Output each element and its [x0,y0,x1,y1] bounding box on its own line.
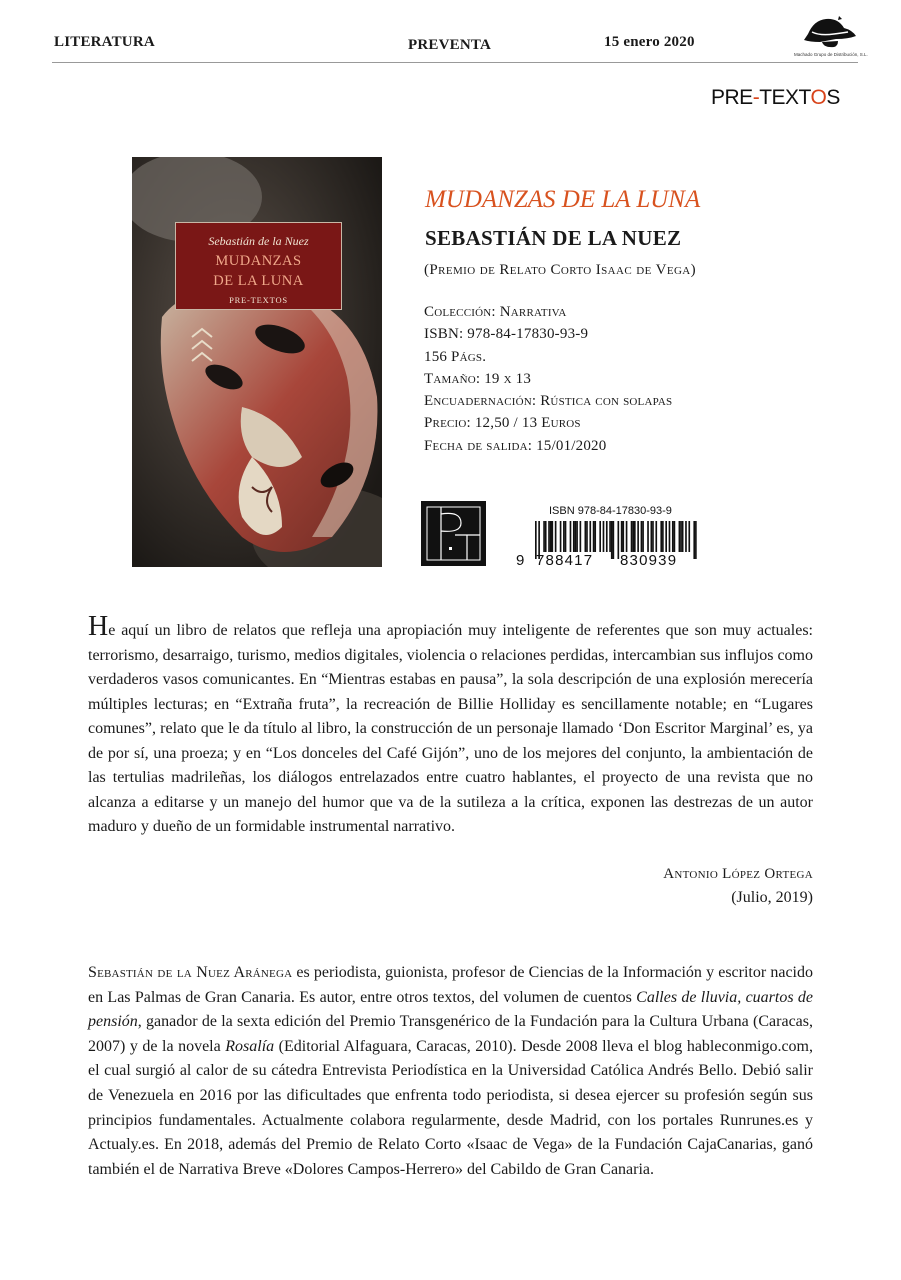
review-initial: H [88,611,109,642]
status-label: PREVENTA [408,37,491,53]
date-label: 15 enero 2020 [604,34,695,50]
book-author: SEBASTIÁN DE LA NUEZ [425,226,682,250]
meta-isbn: ISBN: 978-84-17830-93-9 [424,326,589,343]
meta-size: Tamaño: 19 x 13 [424,370,532,387]
cover-publisher: PRE-TEXTOS [229,295,288,305]
hat-icon [794,14,860,52]
meta-binding: Encuadernación: Rústica con solapas [424,393,673,410]
meta-price: Precio: 12,50 / 13 Euros [424,415,581,432]
mask-illustration [132,157,382,567]
author-bio [88,961,813,1182]
barcode-digits-right: 830939 [620,552,678,569]
bio-text: es periodista, guionista, profesor de Ciencias de la Información y escritor nacido en Las Palmas de Gran Canaria. Es autor, entre otros textos, del volumen de cuentos [88,964,814,1006]
publisher-logo [711,86,840,110]
cover-title-line: DE LA LUNA [213,273,304,289]
cover-author: Sebastián de la Nuez [208,234,309,248]
header-divider [52,62,858,63]
category-label: LITERATURA [54,34,155,50]
distributor-logo [794,14,868,60]
distributor-logo-text: Machado Grupo de Distribución, S.L. [794,52,868,57]
review-text [88,611,813,840]
cover-title-line: MUDANZAS [215,253,302,269]
bio-text: , ganador de la sexta edición del Premio Transgenérico de la Fundación para la Cultura Urbana (Caracas, 2007) y de la novela [88,1013,813,1055]
publisher-mark-icon [421,501,486,566]
book-cover [132,157,382,567]
meta-collection: Colección: Narrativa [424,304,567,320]
cover-title-panel [175,222,342,310]
bio-author-name: Sebastián de la Nuez Aránega [88,964,293,981]
barcode-isbn-label: ISBN 978-84-17830-93-9 [549,505,672,517]
logo-part: - [752,86,760,109]
barcode-digit: 9 [516,552,526,569]
meta-pages: 156 Págs. [424,348,487,365]
logo-part: O [810,86,827,109]
book-prize: (Premio de Relato Corto Isaac de Vega) [424,262,697,278]
logo-part: TEXT [759,86,811,109]
book-metadata [424,301,672,457]
logo-part: S [826,86,840,109]
isbn-barcode [513,505,703,571]
book-title: MUDANZAS DE LA LUNA [425,186,701,213]
review-date: (Julio, 2019) [731,889,813,906]
logo-part: PRE [711,86,753,109]
bio-text: (Editorial Alfaguara, Caracas, 2010). Desde 2008 lleva el blog hableconmigo.com, el cual surgió al calor de su cátedra Entrevista Periodística en la Universidad Católica Andrés Bello. Debió salir de Venezuela en 2016 por las dificultades que enfrenta todo periodista, si desea ejercer su profesión según sus principios fundamentales. Actualmente colabora regularmente, desde Madrid, con los portales Runrunes.es y Actualy.es. En 2018, además del Premio de Relato Corto «Isaac de Vega» de la Fundación CajaCanarias, ganó también el de Narrativa Breve «Dolores Campos-Herrero» del Cabildo de Gran Canaria. [88,1037,813,1178]
review-body: e aquí un libro de relatos que refleja una apropiación muy inteligente de referentes que son muy actuales: terrorismo, desarraigo, turismo, medios digitales, violencia o relaciones perdidas, intercambian sus influjos como verdaderos vasos comunicantes. En “Mientras estabas en pausa”, la sola descripción de una explosión merecería múltiples lecturas; en “Extraña fruta”, la recreación de Billie Holliday es sencillamente notable; en “Lugares comunes”, relato que le da título al libro, la construcción de un personaje llamado ‘Don Escritor Marginal’ es, ya de por sí, una proeza; y en “Los donceles del Café Gijón”, uno de los mejores del conjunto, la ambientación de las tertulias madrileñas, los diálogos entrelazados entre cuatro hablantes, el proyecto de una revista que no alcanza a editarse y un manejo del humor que va de la sutileza a la crítica, exponen las destrezas de un autor maduro y dueño de un formidable instrumental narrativo. [88,622,813,835]
bio-book-title: Calles de lluvia, cuartos de pensión [88,988,814,1031]
reviewer-name: Antonio López Ortega [663,866,813,882]
bio-book-title: Rosalía [225,1037,275,1055]
meta-release-date: Fecha de salida: 15/01/2020 [424,437,607,454]
barcode-digits-left: 788417 [536,552,594,569]
